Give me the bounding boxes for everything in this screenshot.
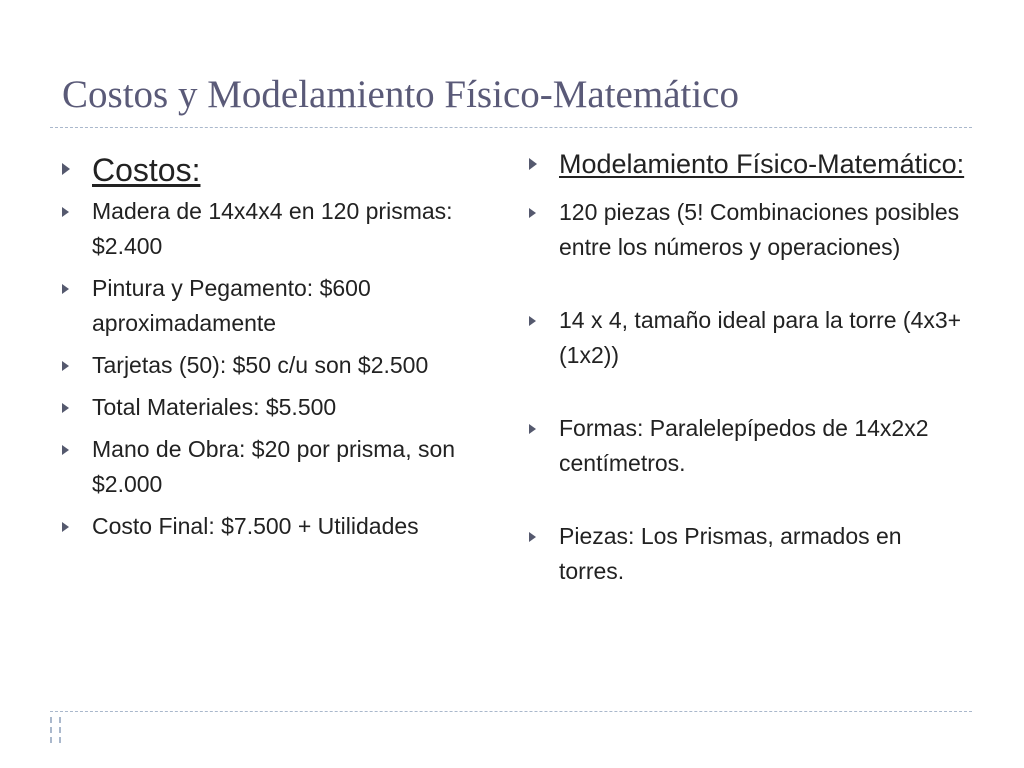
list-item [60, 348, 480, 383]
bullet-arrow-icon [62, 522, 69, 532]
bullet-arrow-icon [529, 532, 536, 542]
list-item-text: Piezas: Los Prismas, armados en torres. [559, 523, 902, 584]
title-divider [50, 127, 972, 128]
list-item [527, 303, 967, 373]
list-item-text: Madera de 14x4x4 en 120 prismas: $2.400 [92, 198, 453, 259]
bullet-arrow-icon [62, 163, 70, 175]
list-item-text: Total Materiales: $5.500 [92, 394, 337, 420]
bullet-arrow-icon [529, 424, 536, 434]
list-item-text: Mano de Obra: $20 por prisma, son $2.000 [92, 436, 456, 497]
list-item-text: 120 piezas (5! Combinaciones posibles entre los números y operaciones) [559, 199, 960, 260]
bullet-arrow-icon [62, 284, 69, 294]
modeling-heading-text: Modelamiento Físico-Matemático: [559, 149, 965, 179]
costs-column [60, 150, 480, 544]
bullet-arrow-icon [62, 207, 69, 217]
bullet-arrow-icon [62, 445, 69, 455]
list-item [60, 271, 480, 341]
list-item-text: Pintura y Pegamento: $600 aproximadamente [92, 275, 371, 336]
modeling-column [527, 146, 967, 589]
bullet-arrow-icon [529, 208, 536, 218]
bullet-arrow-icon [62, 403, 69, 413]
bullet-arrow-icon [62, 361, 69, 371]
list-item [60, 432, 480, 502]
list-item-text: Tarjetas (50): $50 c/u son $2.500 [92, 352, 429, 378]
list-item-text: Formas: Paralelepípedos de 14x2x2 centímetros. [559, 415, 929, 476]
list-item-text: Costo Final: $7.500 + Utilidades [92, 513, 419, 539]
modeling-heading [527, 146, 967, 183]
bullet-arrow-icon [529, 316, 536, 326]
bullet-arrow-icon [529, 158, 537, 170]
costs-heading [60, 150, 480, 190]
list-item [527, 195, 967, 265]
list-item [60, 509, 480, 544]
list-item-text: 14 x 4, tamaño ideal para la torre (4x3+(1x2)) [559, 307, 962, 368]
costs-heading-text: Costos: [92, 152, 201, 188]
slide-title: Costos y Modelamiento Físico-Matemático [62, 73, 739, 116]
corner-decoration [50, 717, 61, 743]
list-item [527, 411, 967, 481]
list-item [60, 194, 480, 264]
list-item [527, 519, 967, 589]
list-item [60, 390, 480, 425]
footer-divider [50, 711, 972, 712]
